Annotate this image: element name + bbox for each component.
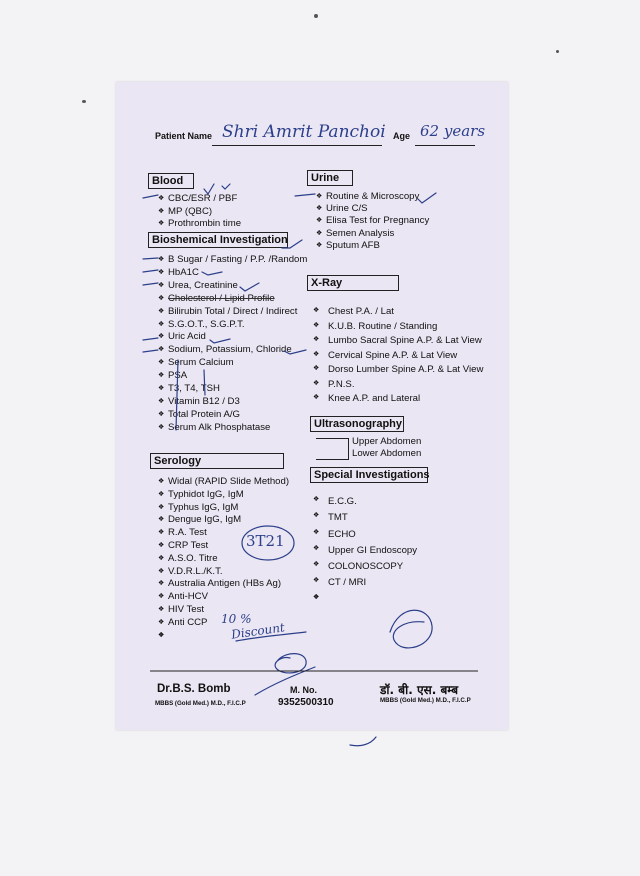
list-item: ❖ T3, T4, TSH — [158, 383, 307, 396]
discount-percent: 10 % — [221, 612, 252, 626]
pen-tick-mark — [143, 350, 158, 352]
age-label: Age — [393, 131, 411, 141]
list-item: ❖ HbA1C — [158, 267, 307, 280]
check-mark — [222, 184, 230, 189]
pen-circle — [242, 526, 294, 560]
list-item: ❖ Bilirubin Total / Direct / Indirect — [158, 306, 307, 319]
list-item: ❖ B Sugar / Fasting / P.P. /Random — [158, 254, 307, 267]
list-item: ❖ Lumbo Sacral Spine A.P. & Lat View — [313, 334, 483, 349]
pen-tick-mark — [143, 270, 158, 272]
list-item: ❖ MP (QBC) — [158, 206, 241, 219]
list-item: ❖ S.G.O.T., S.G.P.T. — [158, 319, 307, 332]
urine-section-title: Urine — [307, 170, 353, 186]
list-item: ❖ Upper GI Endoscopy — [313, 543, 417, 559]
list-item: ❖ Australia Antigen (HBs Ag) — [158, 578, 289, 591]
list-item: ❖ ECHO — [313, 527, 417, 543]
pen-stroke — [350, 737, 376, 746]
signature-scribble — [390, 610, 432, 648]
list-item: ❖ Urine C/S — [316, 203, 429, 215]
pen-tick-mark — [143, 338, 158, 340]
circled-note: 3T21 — [246, 532, 285, 550]
check-mark — [284, 350, 306, 354]
list-item: ❖ Anti-HCV — [158, 591, 289, 604]
list-item: ❖ P.N.S. — [313, 378, 483, 393]
list-item: ❖ Serum Calcium — [158, 357, 307, 370]
list-item: ❖ TMT — [313, 510, 417, 526]
check-mark — [282, 240, 302, 248]
list-item: ❖ K.U.B. Routine / Standing — [313, 320, 483, 335]
signature-scribble — [275, 654, 306, 673]
special-section-title: Special Investigations — [310, 467, 428, 483]
list-item: ❖ Widal (RAPID Slide Method) — [158, 476, 289, 489]
list-item: ❖ Typhidot IgG, IgM — [158, 489, 289, 502]
list-item: ❖ Cholesterol / Lipid Profile — [158, 293, 307, 306]
list-item: ❖ Vitamin B12 / D3 — [158, 396, 307, 409]
usg-section-title: Ultrasonography — [310, 416, 404, 432]
list-item: ❖ Chest P.A. / Lat — [313, 305, 483, 320]
list-item: ❖ R.A. Test — [158, 527, 289, 540]
list-item: ❖ Knee A.P. and Lateral — [313, 392, 483, 407]
pen-tick-mark — [143, 258, 158, 259]
mobile-number: 9352500310 — [278, 697, 334, 708]
xray-section-title: X-Ray — [307, 275, 399, 291]
list-item: ❖ COLONOSCOPY — [313, 559, 417, 575]
list-item: ❖ Serum Alk Phosphatase — [158, 422, 307, 435]
pen-tick-mark — [143, 195, 158, 198]
list-item: ❖ Sputum AFB — [316, 240, 429, 252]
list-item: ❖ E.C.G. — [313, 494, 417, 510]
list-item: ❖ Sodium, Potassium, Chloride — [158, 344, 307, 357]
list-item: ❖ Typhus IgG, IgM — [158, 502, 289, 515]
list-item: ❖ Routine & Microscopy — [316, 191, 429, 203]
list-item: ❖ Dengue IgG, IgM — [158, 514, 289, 527]
list-item: ❖ Elisa Test for Pregnancy — [316, 215, 429, 227]
list-item: ❖ Anti CCP — [158, 617, 289, 630]
check-mark — [240, 283, 259, 291]
doctor-qualifications-left: MBBS (Gold Med.) M.D., F.I.C.P — [155, 700, 246, 707]
list-item: ❖ Urea, Creatinine — [158, 280, 307, 293]
list-item: ❖ CT / MRI — [313, 575, 417, 591]
pen-tick-mark — [143, 283, 158, 285]
list-item: ❖ Dorso Lumber Spine A.P. & Lat View — [313, 363, 483, 378]
list-item: ❖ CRP Test — [158, 540, 289, 553]
list-item: ❖ V.D.R.L./K.T. — [158, 566, 289, 579]
discount-word: Discount — [230, 620, 286, 642]
doctor-qualifications-right: MBBS (Gold Med.) M.D., F.I.C.P — [380, 697, 471, 704]
serology-section-title: Serology — [150, 453, 284, 469]
list-item: ❖ CBC/ESR / PBF — [158, 193, 241, 206]
patient-name-value: Shri Amrit Panchoi — [222, 122, 386, 142]
list-item: ❖ A.S.O. Titre — [158, 553, 289, 566]
mobile-label: M. No. — [290, 685, 317, 695]
list-item: ❖ Prothrombin time — [158, 218, 241, 231]
list-item: ❖ HIV Test — [158, 604, 289, 617]
check-mark — [202, 272, 222, 275]
usg-lower: Lower Abdomen — [352, 448, 422, 459]
check-mark — [418, 193, 436, 203]
pen-underline — [236, 632, 306, 641]
list-item: ❖ Cervical Spine A.P. & Lat View — [313, 349, 483, 364]
check-mark — [204, 184, 214, 194]
list-item: ❖ Total Protein A/G — [158, 409, 307, 422]
patient-name-label: Patient Name — [155, 131, 213, 141]
pen-bracket — [176, 360, 178, 430]
blood-section-title: Blood — [148, 173, 194, 189]
pen-bracket — [204, 370, 205, 395]
pen-tick-mark — [295, 194, 315, 196]
list-item: ❖ Uric Acid — [158, 331, 307, 344]
age-value: 62 years — [420, 122, 486, 140]
list-item: ❖ PSA — [158, 370, 307, 383]
check-mark — [210, 339, 230, 343]
doctor-name-english: Dr.B.S. Bomb — [157, 683, 231, 695]
doctor-name-hindi: डॉ. बी. एस. बम्ब — [380, 683, 459, 697]
usg-upper: Upper Abdomen — [352, 436, 422, 447]
biochem-section-title: Bioshemical Investigation — [148, 232, 288, 248]
list-item: ❖ Semen Analysis — [316, 228, 429, 240]
